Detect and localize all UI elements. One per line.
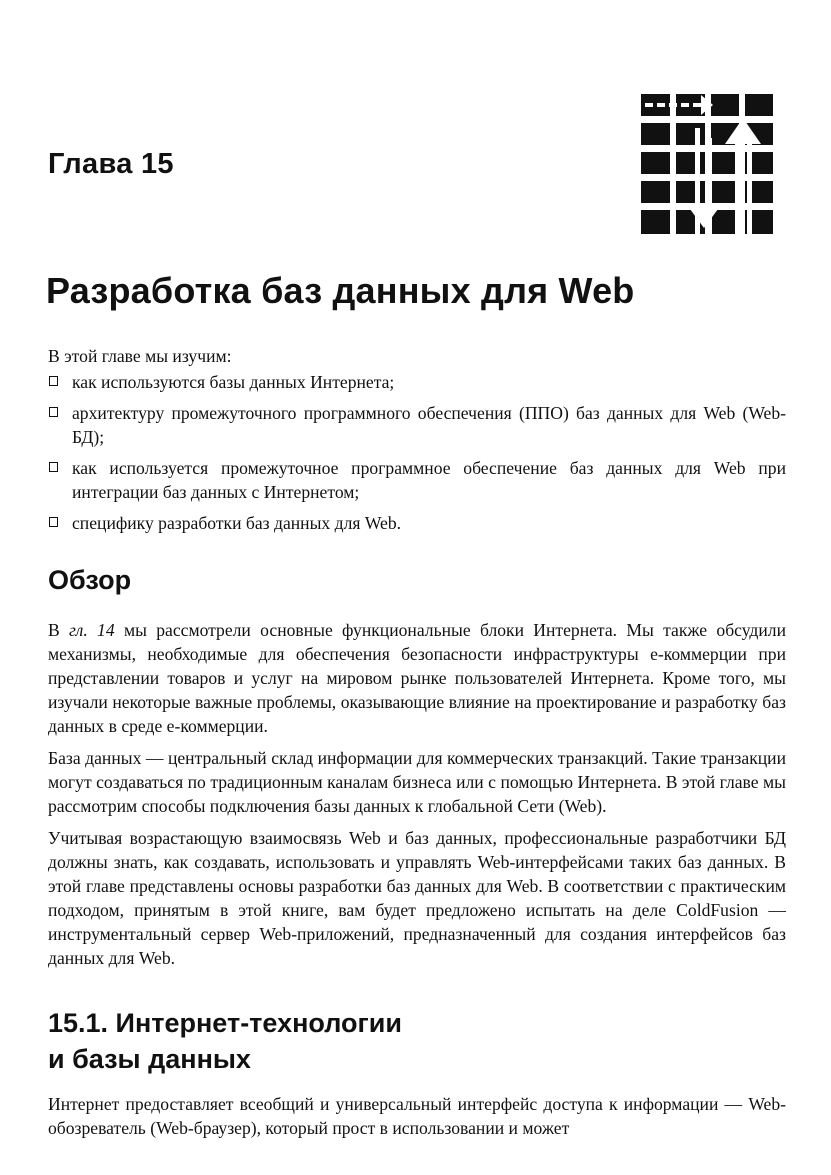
list-item: как используются базы данных Интернета; bbox=[48, 370, 786, 394]
paragraph: База данных — центральный склад информации для коммерческих транзакций. Такие транзакции могут создаваться по традиционным каналам бизнеса или с помощью Интернета. В этой главе мы рассмотрим способы подключения базы данных к глобальной Сети (Web). bbox=[48, 748, 786, 816]
square-bullet-icon bbox=[49, 407, 58, 417]
section-15-1-heading: 15.1. Интернет-технологии и базы данных bbox=[48, 1008, 402, 1074]
objectives-lead: В этой главе мы изучим: bbox=[48, 346, 232, 366]
objectives-list bbox=[48, 370, 786, 535]
list-item: архитектуру промежуточного программного обеспечения (ППО) баз данных для Web (Web-БД); bbox=[48, 401, 786, 449]
section-15-1-text bbox=[48, 1092, 786, 1140]
overview-text bbox=[48, 618, 786, 978]
chapter-objectives bbox=[48, 344, 786, 542]
paragraph: Интернет предоставляет всеобщий и универсальный интерфейс доступа к информации — Web-обозреватель (Web-браузер), который прост в использовании и может bbox=[48, 1094, 786, 1138]
list-item: специфику разработки баз данных для Web. bbox=[48, 511, 786, 535]
chapter-number: Глава 15 bbox=[48, 148, 174, 180]
square-bullet-icon bbox=[49, 376, 58, 386]
list-item: как используется промежуточное программное обеспечение баз данных для Web при интеграции баз данных с Интернетом; bbox=[48, 456, 786, 504]
overview-heading: Обзор bbox=[48, 565, 132, 595]
chapter-title: Разработка баз данных для Web bbox=[46, 270, 635, 311]
square-bullet-icon bbox=[49, 517, 58, 527]
chapter-grid-logo-icon bbox=[641, 94, 773, 234]
paragraph: В гл. 14 мы рассмотрели основные функциональные блоки Интернета. Мы также обсудили механизмы, необходимые для обеспечения безопасности инфраструктуры е-коммерции при представлении товаров и услуг на мировом рынке пользователей Интернета. Кроме того, мы изучали некоторые важные проблемы, оказывающие влияние на проектирование и разработку баз данных в среде е-коммерции. bbox=[48, 620, 786, 736]
paragraph: Учитывая возрастающую взаимосвязь Web и баз данных, профессиональные разработчики БД должны знать, как создавать, использовать и управлять Web-интерфейсами таких баз данных. В этой главе представлены основы разработки баз данных для Web. В соответствии с практическим подходом, принятым в этой книге, вам будет предложено испытать на деле ColdFusion — инструментальный сервер Web-приложений, предназначенный для создания интерфейсов баз данных для Web. bbox=[48, 828, 786, 968]
chapter-reference: гл. 14 bbox=[69, 620, 115, 640]
square-bullet-icon bbox=[49, 462, 58, 472]
